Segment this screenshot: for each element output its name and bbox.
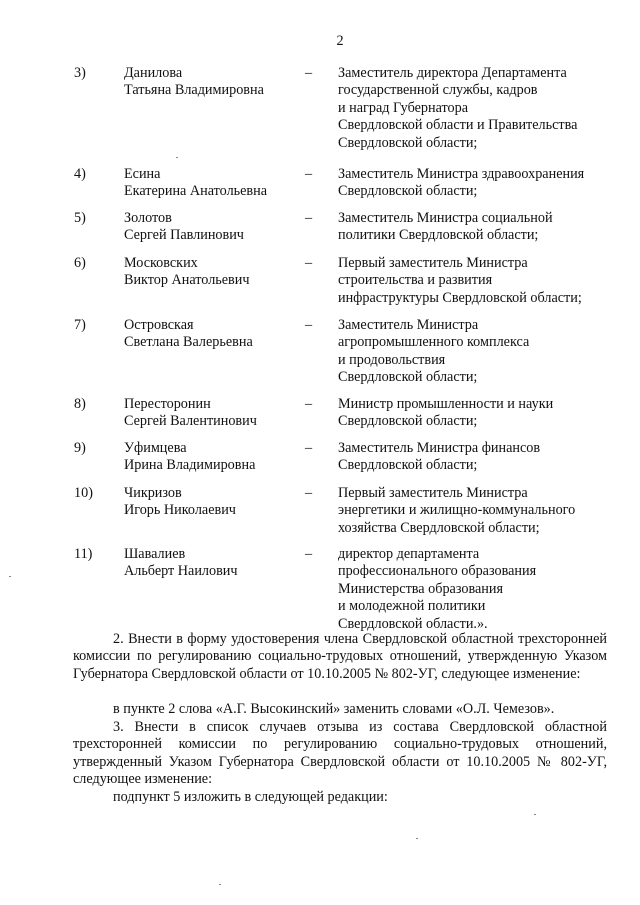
member-name [124, 210, 244, 245]
position-line: энергетики и жилищно-коммунального [338, 502, 576, 519]
member-surname: Московских [124, 255, 198, 271]
member-position [338, 65, 623, 152]
member-surname: Чикризов [124, 485, 182, 501]
member-number: 7) [74, 317, 86, 333]
position-line: Министр промышленности и науки [338, 396, 554, 412]
position-line: Свердловской области; [338, 134, 478, 151]
position-line: Заместитель директора Департамента [338, 65, 567, 81]
position-line: Свердловской области; [338, 183, 478, 200]
position-line: агропромышленного комплекса [338, 334, 530, 351]
member-position [338, 396, 623, 431]
dash: – [305, 255, 313, 271]
position-line: профессионального образования [338, 563, 537, 580]
position-line: Свердловской области; [338, 369, 478, 386]
paragraph-item-2: 2. Внести в форму удостоверения члена Свердловской областной трехсторонней комиссии по регулированию социально-трудовых отношений, утвержденную Указом Губернатора Свердловской области от 10.10.2005 № 802-УГ, следующее изменение: [73, 631, 607, 682]
member-name [124, 317, 253, 352]
member-surname: Шавалиев [124, 546, 186, 562]
member-surname: Золотов [124, 210, 172, 226]
dash: – [305, 440, 313, 456]
dash: – [305, 210, 313, 226]
member-number: 11) [74, 546, 93, 562]
member-name [124, 440, 255, 475]
position-line: Свердловской области; [338, 413, 478, 430]
dash: – [305, 485, 313, 501]
scan-speck [176, 157, 178, 158]
member-position [338, 440, 623, 475]
member-surname: Островская [124, 317, 194, 333]
position-line: и продовольствия [338, 351, 446, 368]
position-line: политики Свердловской области; [338, 227, 539, 244]
dash: – [305, 396, 313, 412]
dash: – [305, 317, 313, 333]
dash: – [305, 65, 313, 81]
member-position [338, 210, 623, 245]
page-number: 2 [336, 33, 344, 49]
member-position [338, 546, 623, 633]
paragraph-item-2-change: в пункте 2 слова «А.Г. Высокинский» заменить словами «О.Л. Чемезов». [113, 701, 555, 717]
member-given-names: Игорь Николаевич [124, 502, 236, 519]
member-given-names: Виктор Анатольевич [124, 272, 250, 289]
dash: – [305, 166, 313, 182]
member-given-names: Екатерина Анатольевна [124, 183, 268, 200]
member-position [338, 485, 623, 537]
member-position [338, 166, 623, 201]
position-line: Заместитель Министра здравоохранения [338, 166, 585, 182]
member-position [338, 255, 623, 307]
position-line: инфраструктуры Свердловской области; [338, 289, 582, 306]
member-name [124, 546, 238, 581]
position-line: Свердловской области.». [338, 615, 488, 632]
paragraph-item-3-change: подпункт 5 изложить в следующей редакции: [113, 789, 388, 805]
member-name [124, 485, 236, 520]
member-name [124, 166, 267, 201]
position-line: Свердловской области; [338, 457, 478, 474]
position-line: Заместитель Министра [338, 317, 479, 333]
scan-speck [416, 838, 418, 839]
position-line: и молодежной политики [338, 598, 486, 615]
member-position [338, 317, 623, 387]
scan-speck [219, 884, 221, 885]
member-given-names: Татьяна Владимировна [124, 82, 264, 99]
position-line: Заместитель Министра финансов [338, 440, 541, 456]
member-number: 5) [74, 210, 86, 226]
scan-speck [534, 814, 536, 815]
member-given-names: Сергей Павлинович [124, 227, 244, 244]
member-name [124, 65, 264, 100]
member-surname: Есина [124, 166, 161, 182]
member-name [124, 255, 249, 290]
member-number: 3) [74, 65, 86, 81]
member-number: 8) [74, 396, 86, 412]
position-line: Заместитель Министра социальной [338, 210, 553, 226]
member-number: 4) [74, 166, 86, 182]
member-number: 6) [74, 255, 86, 271]
position-line: директор департамента [338, 546, 480, 562]
position-line: Свердловской области и Правительства [338, 117, 578, 134]
member-given-names: Альберт Наилович [124, 563, 238, 580]
dash: – [305, 546, 313, 562]
scan-speck [9, 576, 11, 577]
member-given-names: Ирина Владимировна [124, 457, 256, 474]
member-surname: Уфимцева [124, 440, 187, 456]
position-line: Первый заместитель Министра [338, 485, 528, 501]
member-surname: Данилова [124, 65, 183, 81]
member-number: 10) [74, 485, 93, 501]
position-line: и наград Губернатора [338, 99, 469, 116]
member-name [124, 396, 257, 431]
member-given-names: Светлана Валерьевна [124, 334, 253, 351]
position-line: государственной службы, кадров [338, 82, 538, 99]
member-number: 9) [74, 440, 86, 456]
position-line: строительства и развития [338, 272, 493, 289]
member-surname: Пересторонин [124, 396, 211, 412]
position-line: Первый заместитель Министра [338, 255, 528, 271]
position-line: Министерства образования [338, 580, 503, 597]
paragraph-item-3: 3. Внести в список случаев отзыва из состава Свердловской областной трехсторонней комиссии по регулированию социально-трудовых отношений, утвержденный Указом Губернатора Свердловской области от 10.10.2005 № 802-УГ, следующее изменение: [73, 719, 607, 788]
member-given-names: Сергей Валентинович [124, 413, 257, 430]
position-line: хозяйства Свердловской области; [338, 519, 540, 536]
